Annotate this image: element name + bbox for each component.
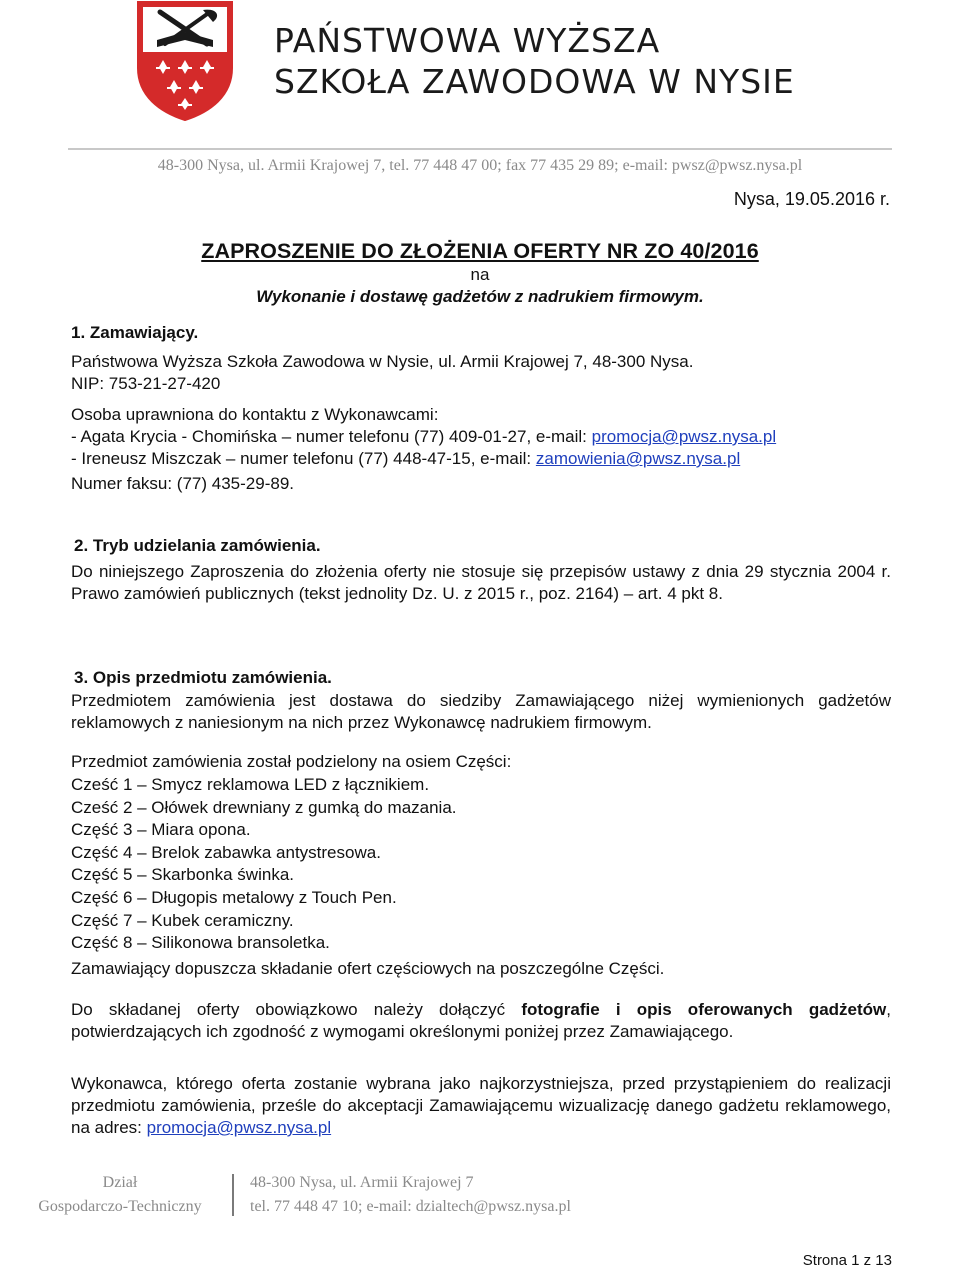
list-item: Cześć 1 – Smycz reklamowa LED z łącznikiem. — [71, 775, 430, 794]
document-subtitle: Wykonanie i dostawę gadżetów z nadrukiem firmowym. — [256, 287, 704, 306]
winner-text: Wykonawca, którego oferta zostanie wybrana jako najkorzystniejsza, przed przystąpieniem do realizacji przedmiotu zamówienia, prześle do akceptacji Zamawiającemu wizualizację danego gadżetu reklamowego, na adres: — [71, 1074, 891, 1137]
title-connector: na — [470, 265, 490, 284]
attachment-text-bold: fotografie i opis oferowanych gadżetów — [521, 1000, 887, 1019]
institution-name-line2: SZKOŁA ZAWODOWA W NYSIE — [274, 62, 795, 101]
contact-person-1-text: - Agata Krycia - Chomińska – numer telefonu (77) 409-01-27, e-mail: — [71, 427, 592, 446]
attachment-text-before: Do składanej oferty obowiązkowo należy dołączyć — [71, 1000, 522, 1019]
contact-intro: Osoba uprawniona do kontaktu z Wykonawcami: — [71, 405, 439, 424]
footer-address-line2: tel. 77 448 47 10; e-mail: dzialtech@pwsz.nysa.pl — [250, 1198, 571, 1215]
footer-department-line2: Gospodarczo-Techniczny — [38, 1198, 202, 1215]
orderer-nip: NIP: 753-21-27-420 — [71, 374, 221, 393]
section1-heading: 1. Zamawiający. — [71, 323, 199, 342]
section3-intro: Przedmiotem zamówienia jest dostawa do siedziby Zamawiającego niżej wymienionych gadżetów reklamowych z naniesionym na nich przez Wykonawcę nadrukiem firmowym. — [71, 691, 891, 732]
footer-address-line1: 48-300 Nysa, ul. Armii Krajowej 7 — [250, 1174, 474, 1191]
list-item: Cześć 2 – Ołówek drewniany z gumką do mazania. — [71, 797, 457, 817]
footer-department — [20, 1171, 220, 1219]
footer-department-line1: Dział — [102, 1174, 138, 1191]
partial-offers-note: Zamawiający dopuszcza składanie ofert częściowych na poszczególne Części. — [71, 959, 665, 978]
list-item: Część 4 – Brelok zabawka antystresowa. — [71, 842, 381, 862]
list-item: Część 3 – Miara opona. — [71, 820, 251, 840]
header-divider — [68, 148, 892, 150]
document-title: ZAPROSZENIE DO ZŁOŻENIA OFERTY NR ZO 40/2016 — [201, 239, 759, 263]
contact-person-1-email-link[interactable]: promocja@pwsz.nysa.pl — [591, 427, 777, 446]
parts-list — [71, 774, 457, 955]
section2-heading: 2. Tryb udzielania zamówienia. — [74, 536, 321, 555]
institution-name — [274, 20, 795, 102]
contact-person-2 — [71, 448, 740, 470]
list-item: Część 5 – Skarbonka świnka. — [71, 865, 294, 885]
winner-email-link[interactable]: promocja@pwsz.nysa.pl — [146, 1118, 332, 1137]
orderer-address: Państwowa Wyższa Szkoła Zawodowa w Nysie, ul. Armii Krajowej 7, 48-300 Nysa. — [71, 352, 694, 371]
contact-person-1 — [71, 426, 776, 448]
attachment-requirement — [71, 999, 891, 1043]
winner-visualization-note — [71, 1073, 891, 1139]
attachment-text-after: , potwierdzających ich zgodność z wymogami określonymi poniżej przez Zamawiającego. — [71, 1000, 891, 1041]
list-item: Część 8 – Silikonowa bransoletka. — [71, 933, 330, 953]
list-item: Część 7 – Kubek ceramiczny. — [71, 910, 294, 930]
header-contact: 48-300 Nysa, ul. Armii Krajowej 7, tel. 77 448 47 00; fax 77 435 29 89; e-mail: pwsz@pwsz.nysa.pl — [157, 157, 803, 174]
institution-name-line1: PAŃSTWOWA WYŻSZA — [274, 21, 661, 60]
footer-address — [250, 1171, 571, 1219]
parts-intro: Przedmiot zamówienia został podzielony na osiem Części: — [71, 752, 512, 771]
document-date: Nysa, 19.05.2016 r. — [733, 189, 890, 209]
footer-divider — [232, 1174, 234, 1216]
fax-number: Numer faksu: (77) 435-29-89. — [71, 474, 294, 493]
section3-heading: 3. Opis przedmiotu zamówienia. — [74, 668, 332, 687]
university-crest-icon — [135, 0, 235, 122]
page-number: Strona 1 z 13 — [802, 1252, 892, 1269]
section2-body: Do niniejszego Zaproszenia do złożenia oferty nie stosuje się przepisów ustawy z dnia 29 stycznia 2004 r. Prawo zamówień publicznych (tekst jednolity Dz. U. z 2015 r., poz. 2164) – art. 4 pkt 8. — [71, 562, 891, 603]
contact-person-2-text: - Ireneusz Miszczak – numer telefonu (77) 448-47-15, e-mail: — [71, 449, 536, 468]
contact-person-2-email-link[interactable]: zamowienia@pwsz.nysa.pl — [535, 449, 741, 468]
list-item: Część 6 – Długopis metalowy z Touch Pen. — [71, 887, 397, 907]
